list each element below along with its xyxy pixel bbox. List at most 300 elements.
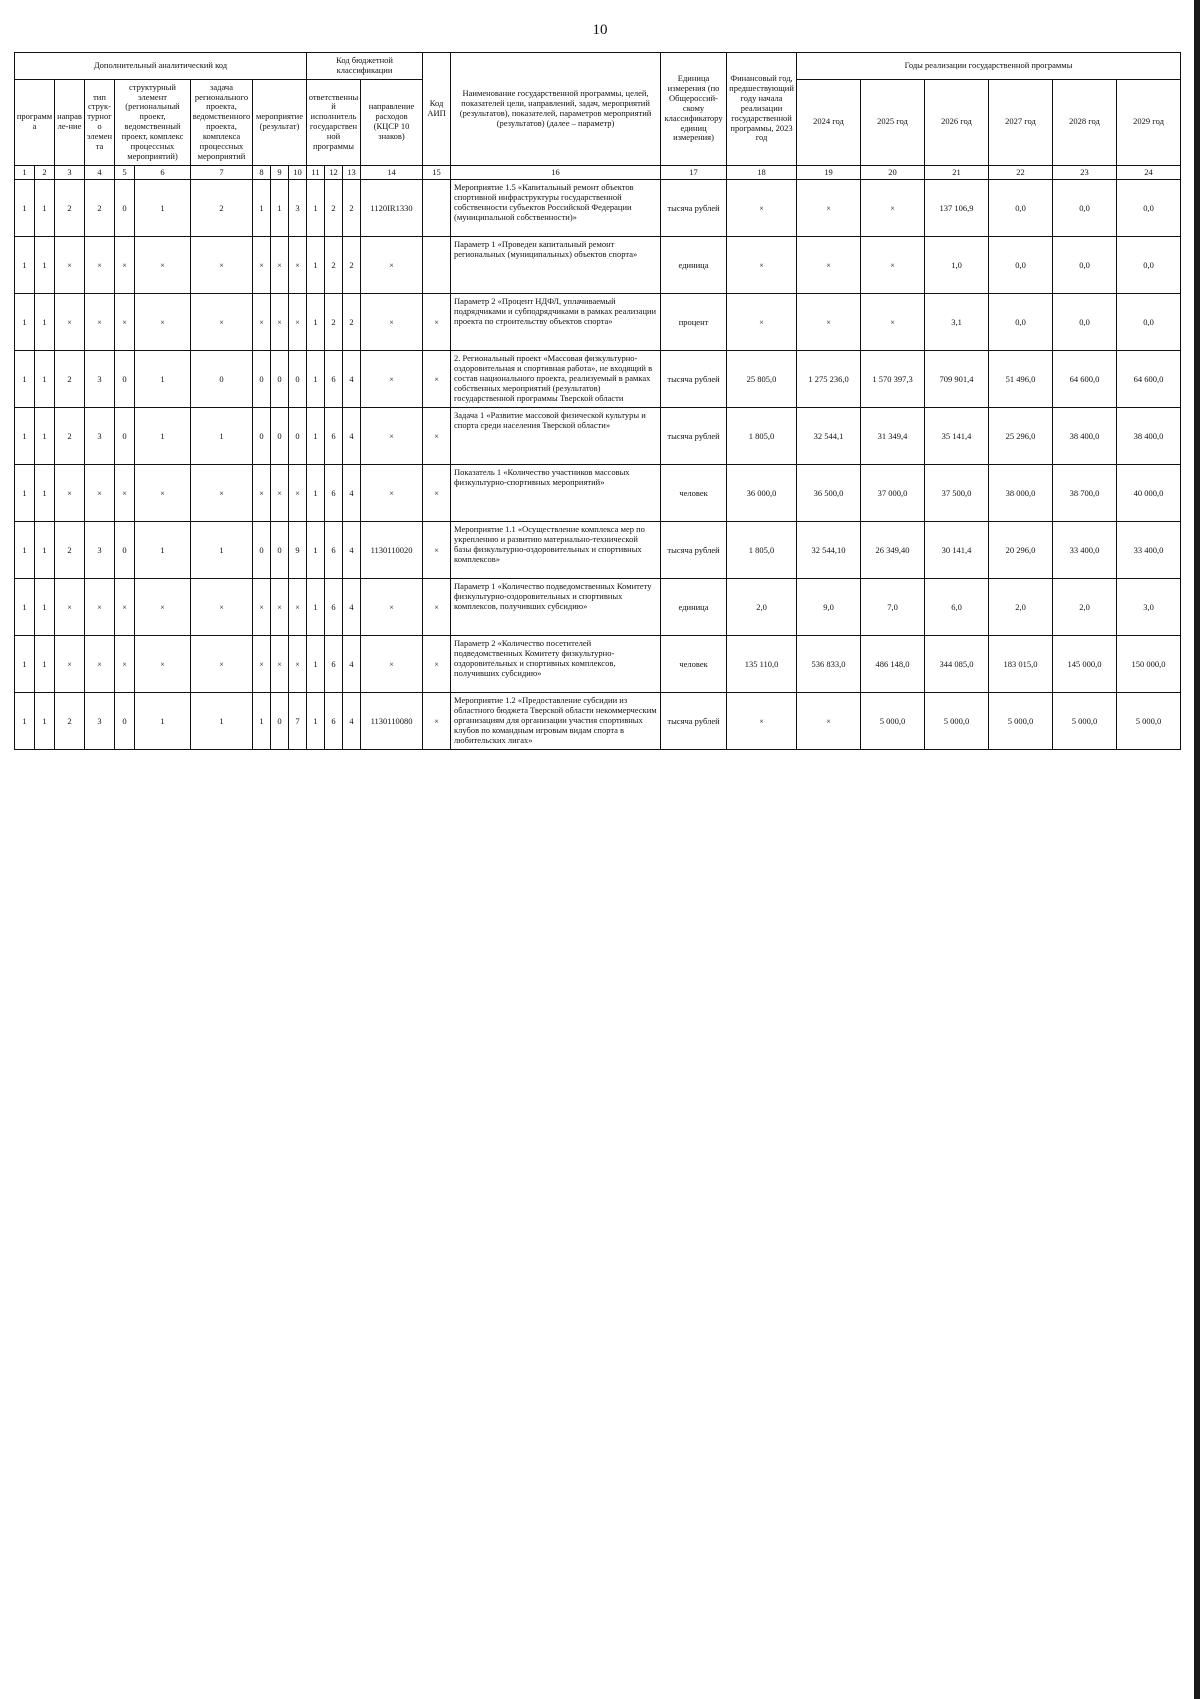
item-name-cell: Параметр 1 «Проведен капитальный ремонт региональных (муниципальных) объектов спорта» [451, 237, 661, 294]
executor-cell: 1 [307, 237, 325, 294]
base-year-value: 1 805,0 [727, 522, 797, 579]
struct-type-cell: 3 [85, 693, 115, 750]
year-2029-value: 38 400,0 [1117, 408, 1181, 465]
column-number: 12 [325, 165, 343, 180]
struct-element-cell: × [135, 465, 191, 522]
column-number-row [15, 165, 1181, 180]
program-code-cell: 1 [35, 522, 55, 579]
header-year-2024: 2024 год [797, 79, 861, 165]
executor-cell: 6 [325, 408, 343, 465]
struct-element-cell: 0 [115, 408, 135, 465]
executor-cell: 4 [343, 351, 361, 408]
base-year-value: 135 110,0 [727, 636, 797, 693]
event-cell: 1 [253, 180, 271, 237]
program-code-cell: 1 [35, 351, 55, 408]
base-year-value: 25 805,0 [727, 351, 797, 408]
expense-direction-cell: × [361, 579, 423, 636]
event-cell: 0 [253, 522, 271, 579]
program-code-cell: 1 [15, 351, 35, 408]
year-2025-value: × [861, 237, 925, 294]
program-code-cell: 1 [15, 408, 35, 465]
year-2028-value: 5 000,0 [1053, 693, 1117, 750]
header-year-2029: 2029 год [1117, 79, 1181, 165]
executor-cell: 1 [307, 579, 325, 636]
struct-element-cell: 1 [135, 408, 191, 465]
event-cell: 0 [289, 351, 307, 408]
year-2029-value: 0,0 [1117, 180, 1181, 237]
unit-cell: тысяча рублей [661, 351, 727, 408]
struct-type-cell: × [85, 636, 115, 693]
executor-cell: 1 [307, 465, 325, 522]
event-cell: × [289, 294, 307, 351]
unit-cell: тысяча рублей [661, 408, 727, 465]
header-struct-type: тип струк-турного элемента [85, 79, 115, 165]
year-2026-value: 137 106,9 [925, 180, 989, 237]
struct-element-cell: × [115, 636, 135, 693]
program-code-cell: 1 [35, 636, 55, 693]
header-year-2027: 2027 год [989, 79, 1053, 165]
year-2028-value: 33 400,0 [1053, 522, 1117, 579]
year-2024-value: × [797, 237, 861, 294]
task-cell: 1 [191, 408, 253, 465]
year-2026-value: 6,0 [925, 579, 989, 636]
expense-direction-cell: × [361, 294, 423, 351]
event-cell: 0 [271, 522, 289, 579]
item-name-cell: 2. Региональный проект «Массовая физкультурно-оздоровительная и спортивная работа», не входящий в состав национального проекта, реализуемый в рамках собственных мероприятий (результатов) государственной программы Тверской области [451, 351, 661, 408]
event-cell: 0 [253, 408, 271, 465]
struct-element-cell: × [135, 579, 191, 636]
item-name-cell: Задача 1 «Развитие массовой физической культуры и спорта среди населения Тверской области» [451, 408, 661, 465]
struct-element-cell: 1 [135, 522, 191, 579]
header-event: мероприятие (результат) [253, 79, 307, 165]
struct-element-cell: 1 [135, 180, 191, 237]
executor-cell: 2 [325, 180, 343, 237]
year-2028-value: 64 600,0 [1053, 351, 1117, 408]
struct-type-cell: 3 [85, 408, 115, 465]
struct-type-cell: 3 [85, 351, 115, 408]
column-number: 1 [15, 165, 35, 180]
aip-code-cell: × [423, 465, 451, 522]
aip-code-cell: × [423, 408, 451, 465]
executor-cell: 2 [325, 237, 343, 294]
column-number: 15 [423, 165, 451, 180]
column-number: 21 [925, 165, 989, 180]
year-2026-value: 1,0 [925, 237, 989, 294]
event-cell: × [253, 579, 271, 636]
year-2028-value: 145 000,0 [1053, 636, 1117, 693]
event-cell: 1 [253, 693, 271, 750]
expense-direction-cell: × [361, 408, 423, 465]
executor-cell: 4 [343, 636, 361, 693]
expense-direction-cell: 1130110020 [361, 522, 423, 579]
year-2024-value: 536 833,0 [797, 636, 861, 693]
event-cell: × [289, 237, 307, 294]
event-cell: × [289, 636, 307, 693]
item-name-cell: Мероприятие 1.1 «Осуществление комплекса мер по укреплению и развитию материально-технической базы физкультурно-оздоровительных и спортивных комплексов» [451, 522, 661, 579]
executor-cell: 1 [307, 693, 325, 750]
column-number: 14 [361, 165, 423, 180]
executor-cell: 1 [307, 294, 325, 351]
executor-cell: 4 [343, 465, 361, 522]
table-row [15, 351, 1181, 408]
table-row [15, 465, 1181, 522]
year-2027-value: 5 000,0 [989, 693, 1053, 750]
struct-element-cell: 0 [115, 351, 135, 408]
expense-direction-cell: × [361, 636, 423, 693]
year-2026-value: 709 901,4 [925, 351, 989, 408]
event-cell: 0 [271, 693, 289, 750]
item-name-cell: Параметр 1 «Количество подведомственных Комитету физкультурно-оздоровительных и спортивных комплексов, получивших субсидию» [451, 579, 661, 636]
header-year-2025: 2025 год [861, 79, 925, 165]
event-cell: × [271, 294, 289, 351]
executor-cell: 4 [343, 693, 361, 750]
unit-cell: тысяча рублей [661, 693, 727, 750]
year-2025-value: 1 570 397,3 [861, 351, 925, 408]
column-number: 3 [55, 165, 85, 180]
event-cell: 1 [271, 180, 289, 237]
column-number: 23 [1053, 165, 1117, 180]
year-2025-value: 7,0 [861, 579, 925, 636]
page-number: 10 [592, 22, 608, 38]
executor-cell: 1 [307, 408, 325, 465]
event-cell: × [271, 465, 289, 522]
program-code-cell: 1 [15, 636, 35, 693]
header-task: задача регионального проекта, ведомственного проекта, комплекса процессных мероприятий [191, 79, 253, 165]
column-number: 4 [85, 165, 115, 180]
struct-element-cell: × [135, 636, 191, 693]
year-2024-value: 36 500,0 [797, 465, 861, 522]
executor-cell: 1 [307, 351, 325, 408]
table-row [15, 294, 1181, 351]
task-cell: × [191, 465, 253, 522]
item-name-cell: Параметр 2 «Количество посетителей подведомственных Комитету физкультурно-оздоровительных и спортивных комплексов, получивших субсидию» [451, 636, 661, 693]
executor-cell: 2 [325, 294, 343, 351]
direction-cell: 2 [55, 351, 85, 408]
year-2028-value: 0,0 [1053, 294, 1117, 351]
year-2027-value: 0,0 [989, 294, 1053, 351]
event-cell: 3 [289, 180, 307, 237]
struct-element-cell: × [115, 294, 135, 351]
year-2026-value: 5 000,0 [925, 693, 989, 750]
header-base-year: Финансовый год, предшествующий году начала реализации государственной программы, 2023 год [727, 53, 797, 166]
struct-type-cell: × [85, 465, 115, 522]
item-name-cell: Показатель 1 «Количество участников массовых физкультурно-спортивных мероприятий» [451, 465, 661, 522]
aip-code-cell [423, 180, 451, 237]
year-2024-value: 32 544,1 [797, 408, 861, 465]
header-expense-direction: направление расходов (КЦСР 10 знаков) [361, 79, 423, 165]
year-2025-value: 26 349,40 [861, 522, 925, 579]
task-cell: × [191, 579, 253, 636]
year-2026-value: 35 141,4 [925, 408, 989, 465]
aip-code-cell: × [423, 636, 451, 693]
executor-cell: 4 [343, 522, 361, 579]
direction-cell: 2 [55, 180, 85, 237]
year-2027-value: 183 015,0 [989, 636, 1053, 693]
aip-code-cell: × [423, 351, 451, 408]
executor-cell: 4 [343, 579, 361, 636]
task-cell: × [191, 294, 253, 351]
task-cell: 2 [191, 180, 253, 237]
year-2029-value: 40 000,0 [1117, 465, 1181, 522]
executor-cell: 6 [325, 351, 343, 408]
header-struct-element: структурный элемент (региональный проект, ведомственный проект, комплекс процессных мероприятий) [115, 79, 191, 165]
struct-element-cell: 0 [115, 180, 135, 237]
header-program: программа [15, 79, 55, 165]
executor-cell: 6 [325, 465, 343, 522]
header-budget-code: Код бюджетной классификации [307, 53, 423, 80]
event-cell: × [271, 237, 289, 294]
unit-cell: единица [661, 579, 727, 636]
expense-direction-cell: × [361, 351, 423, 408]
base-year-value: 1 805,0 [727, 408, 797, 465]
table-row [15, 693, 1181, 750]
program-code-cell: 1 [15, 693, 35, 750]
header-direction: направле-ние [55, 79, 85, 165]
program-code-cell: 1 [15, 294, 35, 351]
year-2027-value: 0,0 [989, 180, 1053, 237]
header-unit: Единица измерения (по Общероссий-скому классификатору единиц измерения) [661, 53, 727, 166]
header-name: Наименование государственной программы, целей, показателей цели, направлений, задач, мероприятий (результатов), показателей, параметров мероприятий (результатов) (далее – параметр) [451, 53, 661, 166]
struct-element-cell: × [115, 465, 135, 522]
table-row [15, 237, 1181, 294]
direction-cell: 2 [55, 693, 85, 750]
year-2025-value: × [861, 180, 925, 237]
struct-element-cell: 1 [135, 351, 191, 408]
event-cell: × [253, 237, 271, 294]
scan-edge [1194, 0, 1200, 1699]
unit-cell: единица [661, 237, 727, 294]
column-number: 20 [861, 165, 925, 180]
aip-code-cell: × [423, 294, 451, 351]
struct-element-cell: × [115, 237, 135, 294]
column-number: 13 [343, 165, 361, 180]
program-code-cell: 1 [35, 693, 55, 750]
header-year-2028: 2028 год [1053, 79, 1117, 165]
direction-cell: × [55, 237, 85, 294]
column-number: 22 [989, 165, 1053, 180]
column-number: 10 [289, 165, 307, 180]
program-code-cell: 1 [15, 579, 35, 636]
struct-type-cell: 3 [85, 522, 115, 579]
year-2029-value: 64 600,0 [1117, 351, 1181, 408]
event-cell: 0 [253, 351, 271, 408]
year-2028-value: 0,0 [1053, 237, 1117, 294]
year-2024-value: × [797, 294, 861, 351]
item-name-cell: Параметр 2 «Процент НДФЛ, уплачиваемый подрядчиками и субподрядчиками в рамках реализации проекта по строительству объектов спорта» [451, 294, 661, 351]
event-cell: 7 [289, 693, 307, 750]
program-code-cell: 1 [35, 579, 55, 636]
program-code-cell: 1 [35, 180, 55, 237]
executor-cell: 2 [343, 180, 361, 237]
year-2025-value: × [861, 294, 925, 351]
item-name-cell: Мероприятие 1.5 «Капитальный ремонт объектов спортивной инфраструктуры государственной собственности субъектов Российской Федерации (муниципальной собственности)» [451, 180, 661, 237]
year-2026-value: 3,1 [925, 294, 989, 351]
direction-cell: × [55, 636, 85, 693]
direction-cell: 2 [55, 522, 85, 579]
base-year-value: 36 000,0 [727, 465, 797, 522]
struct-type-cell: × [85, 579, 115, 636]
executor-cell: 4 [343, 408, 361, 465]
event-cell: × [253, 294, 271, 351]
year-2028-value: 0,0 [1053, 180, 1117, 237]
base-year-value: × [727, 693, 797, 750]
executor-cell: 1 [307, 180, 325, 237]
executor-cell: 2 [343, 237, 361, 294]
executor-cell: 1 [307, 522, 325, 579]
unit-cell: тысяча рублей [661, 522, 727, 579]
expense-direction-cell: × [361, 465, 423, 522]
column-number: 16 [451, 165, 661, 180]
header-years-group: Годы реализации государственной программы [797, 53, 1181, 80]
program-code-cell: 1 [35, 294, 55, 351]
year-2025-value: 5 000,0 [861, 693, 925, 750]
year-2024-value: 32 544,10 [797, 522, 861, 579]
event-cell: × [253, 636, 271, 693]
event-cell: 9 [289, 522, 307, 579]
base-year-value: × [727, 237, 797, 294]
column-number: 9 [271, 165, 289, 180]
event-cell: × [253, 465, 271, 522]
year-2026-value: 30 141,4 [925, 522, 989, 579]
direction-cell: × [55, 294, 85, 351]
table-row [15, 408, 1181, 465]
task-cell: × [191, 636, 253, 693]
task-cell: 0 [191, 351, 253, 408]
header-year-2026: 2026 год [925, 79, 989, 165]
program-code-cell: 1 [35, 408, 55, 465]
task-cell: 1 [191, 693, 253, 750]
unit-cell: человек [661, 465, 727, 522]
year-2024-value: 1 275 236,0 [797, 351, 861, 408]
unit-cell: человек [661, 636, 727, 693]
table-row [15, 579, 1181, 636]
program-code-cell: 1 [35, 237, 55, 294]
year-2029-value: 5 000,0 [1117, 693, 1181, 750]
event-cell: × [289, 579, 307, 636]
column-number: 2 [35, 165, 55, 180]
struct-element-cell: 1 [135, 693, 191, 750]
event-cell: × [271, 636, 289, 693]
year-2029-value: 0,0 [1117, 237, 1181, 294]
header-executor: ответственный исполнитель государственной программы [307, 79, 361, 165]
year-2027-value: 2,0 [989, 579, 1053, 636]
event-cell: 0 [271, 408, 289, 465]
header-analytic-code: Дополнительный аналитический код [15, 53, 307, 80]
struct-type-cell: × [85, 294, 115, 351]
year-2024-value: 9,0 [797, 579, 861, 636]
executor-cell: 6 [325, 636, 343, 693]
column-number: 8 [253, 165, 271, 180]
year-2027-value: 51 496,0 [989, 351, 1053, 408]
event-cell: 0 [289, 408, 307, 465]
struct-element-cell: × [135, 294, 191, 351]
column-number: 6 [135, 165, 191, 180]
aip-code-cell [423, 237, 451, 294]
year-2028-value: 38 400,0 [1053, 408, 1117, 465]
executor-cell: 6 [325, 522, 343, 579]
aip-code-cell: × [423, 693, 451, 750]
year-2029-value: 0,0 [1117, 294, 1181, 351]
direction-cell: × [55, 579, 85, 636]
task-cell: × [191, 237, 253, 294]
year-2025-value: 486 148,0 [861, 636, 925, 693]
struct-element-cell: × [115, 579, 135, 636]
struct-type-cell: 2 [85, 180, 115, 237]
table-row [15, 636, 1181, 693]
column-number: 5 [115, 165, 135, 180]
table-row [15, 180, 1181, 237]
table-row [15, 522, 1181, 579]
task-cell: 1 [191, 522, 253, 579]
year-2029-value: 3,0 [1117, 579, 1181, 636]
executor-cell: 2 [343, 294, 361, 351]
header-aip-code: Код АИП [423, 53, 451, 166]
column-number: 19 [797, 165, 861, 180]
year-2027-value: 0,0 [989, 237, 1053, 294]
year-2025-value: 31 349,4 [861, 408, 925, 465]
unit-cell: процент [661, 294, 727, 351]
direction-cell: × [55, 465, 85, 522]
base-year-value: × [727, 180, 797, 237]
executor-cell: 6 [325, 579, 343, 636]
year-2028-value: 38 700,0 [1053, 465, 1117, 522]
program-table [14, 52, 1181, 750]
struct-element-cell: 0 [115, 522, 135, 579]
year-2026-value: 344 085,0 [925, 636, 989, 693]
aip-code-cell: × [423, 579, 451, 636]
struct-type-cell: × [85, 237, 115, 294]
column-number: 17 [661, 165, 727, 180]
program-code-cell: 1 [15, 180, 35, 237]
base-year-value: 2,0 [727, 579, 797, 636]
executor-cell: 6 [325, 693, 343, 750]
program-code-cell: 1 [15, 522, 35, 579]
expense-direction-cell: 1120IR1330 [361, 180, 423, 237]
column-number: 24 [1117, 165, 1181, 180]
event-cell: × [289, 465, 307, 522]
year-2028-value: 2,0 [1053, 579, 1117, 636]
expense-direction-cell: × [361, 237, 423, 294]
unit-cell: тысяча рублей [661, 180, 727, 237]
event-cell: 0 [271, 351, 289, 408]
base-year-value: × [727, 294, 797, 351]
year-2029-value: 33 400,0 [1117, 522, 1181, 579]
year-2027-value: 25 296,0 [989, 408, 1053, 465]
year-2024-value: × [797, 693, 861, 750]
year-2024-value: × [797, 180, 861, 237]
executor-cell: 1 [307, 636, 325, 693]
aip-code-cell: × [423, 522, 451, 579]
column-number: 11 [307, 165, 325, 180]
struct-element-cell: 0 [115, 693, 135, 750]
event-cell: × [271, 579, 289, 636]
expense-direction-cell: 1130110080 [361, 693, 423, 750]
program-code-cell: 1 [15, 237, 35, 294]
table-body [15, 180, 1181, 750]
column-number: 18 [727, 165, 797, 180]
program-code-cell: 1 [35, 465, 55, 522]
year-2029-value: 150 000,0 [1117, 636, 1181, 693]
year-2027-value: 38 000,0 [989, 465, 1053, 522]
item-name-cell: Мероприятие 1.2 «Предоставление субсидии из областного бюджета Тверской области некоммерческим организациям для организации участия спортивных клубов по командным игровым видам спорта в любительских лигах» [451, 693, 661, 750]
direction-cell: 2 [55, 408, 85, 465]
column-number: 7 [191, 165, 253, 180]
year-2026-value: 37 500,0 [925, 465, 989, 522]
struct-element-cell: × [135, 237, 191, 294]
year-2027-value: 20 296,0 [989, 522, 1053, 579]
year-2025-value: 37 000,0 [861, 465, 925, 522]
program-code-cell: 1 [15, 465, 35, 522]
